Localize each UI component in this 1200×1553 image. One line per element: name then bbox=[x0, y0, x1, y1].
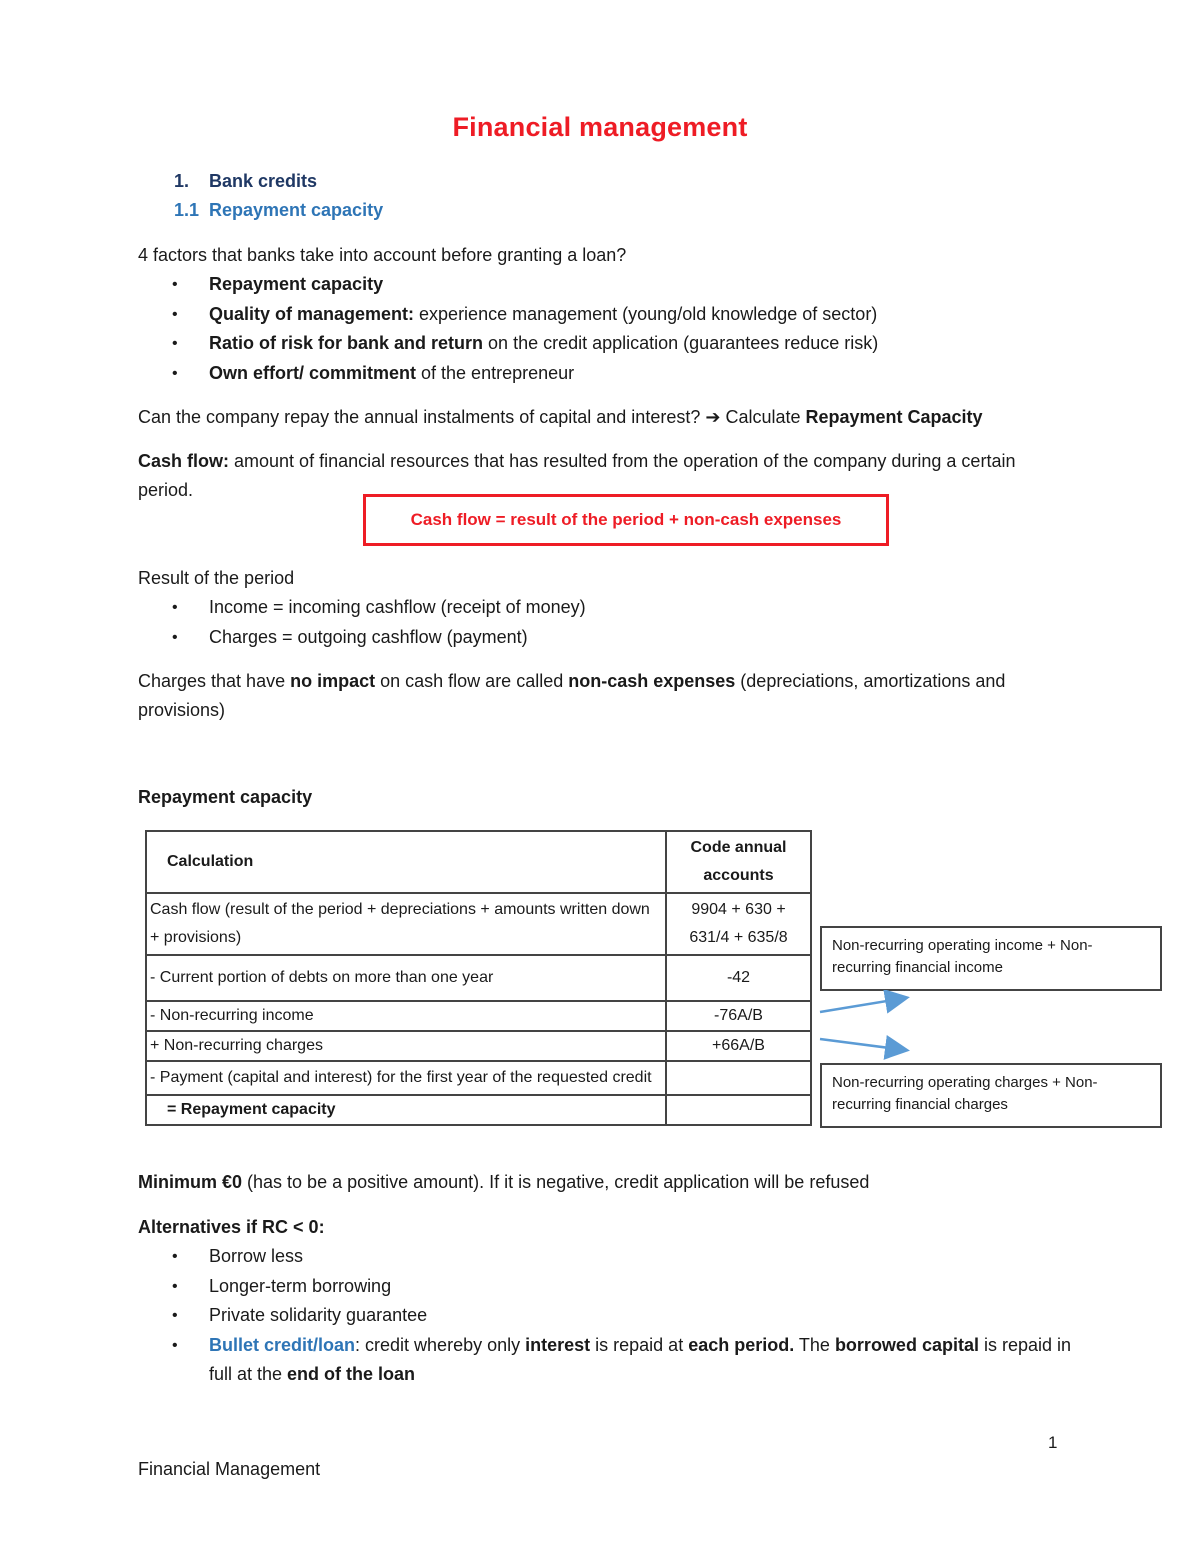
bullet-icon: • bbox=[172, 1277, 178, 1295]
list-item: • Ratio of risk for bank and return on the credit application (guarantees reduce risk) bbox=[138, 329, 1098, 359]
page-title: Financial management bbox=[452, 112, 748, 142]
result-list bbox=[138, 593, 1098, 652]
section-number: 1. bbox=[174, 171, 190, 191]
subsection-title: Repayment capacity bbox=[209, 200, 384, 220]
table-cell-code bbox=[666, 1061, 811, 1095]
arrow-icon: ➔ bbox=[705, 407, 721, 427]
side-note-charges: Non-recurring operating charges + Non-recurring financial charges bbox=[820, 1063, 1162, 1128]
table-row bbox=[146, 1001, 811, 1031]
table-cell-calculation: Cash flow (result of the period + depreciations + amounts written down + provisions) bbox=[146, 893, 666, 955]
list-item: • Private solidarity guarantee bbox=[138, 1301, 1098, 1331]
table-cell-calculation: - Non-recurring income bbox=[146, 1001, 666, 1031]
section-title: Bank credits bbox=[209, 171, 318, 191]
factors-list bbox=[138, 270, 1098, 388]
bullet-icon: • bbox=[172, 335, 178, 352]
table-cell-calculation: = Repayment capacity bbox=[146, 1095, 666, 1125]
list-item: • Charges = outgoing cashflow (payment) bbox=[138, 623, 1098, 653]
arrow-to-income-note bbox=[820, 998, 905, 1012]
repayment-capacity-table bbox=[145, 830, 812, 1126]
table-cell-code: -76A/B bbox=[666, 1001, 811, 1031]
column-header-code: Code annual accounts bbox=[666, 831, 811, 893]
repayment-question: Can the company repay the annual instalments of capital and interest? ➔ Calculate Repayment Capacity bbox=[138, 407, 983, 427]
list-item: • Income = incoming cashflow (receipt of money) bbox=[138, 593, 1098, 623]
list-item: • Bullet credit/loan: credit whereby only interest is repaid at each period. The borrowed capital is repaid in full at the end of the loan bbox=[138, 1331, 1098, 1390]
repayment-capacity-heading: Repayment capacity bbox=[138, 787, 313, 807]
list-item: • Longer-term borrowing bbox=[138, 1272, 1098, 1302]
table-row bbox=[146, 1031, 811, 1061]
table-cell-calculation: - Payment (capital and interest) for the first year of the requested credit bbox=[146, 1061, 666, 1095]
bullet-icon: • bbox=[172, 276, 178, 293]
bullet-icon: • bbox=[172, 305, 178, 323]
list-item: • Quality of management: experience management (young/old knowledge of sector) bbox=[138, 300, 1098, 330]
bullet-icon: • bbox=[172, 628, 178, 646]
column-header-calculation: Calculation bbox=[146, 831, 666, 893]
table-row bbox=[146, 1095, 811, 1125]
noncash-paragraph: Charges that have no impact on cash flow are called non-cash expenses (depreciations, amortizations and provisions) bbox=[138, 671, 1006, 720]
alternatives-list bbox=[138, 1242, 1098, 1390]
minimum-paragraph: Minimum €0 (has to be a positive amount). If it is negative, credit application will be refused bbox=[138, 1172, 870, 1192]
subsection-heading bbox=[174, 200, 383, 221]
table-cell-code: -42 bbox=[666, 955, 811, 1001]
connector-arrows bbox=[815, 990, 925, 1060]
table-row bbox=[146, 1061, 811, 1095]
table-row bbox=[146, 893, 811, 955]
page-number: 1 bbox=[1048, 1433, 1058, 1452]
subsection-number: 1.1 bbox=[174, 200, 200, 220]
arrow-to-charges-note bbox=[820, 1039, 905, 1050]
bullet-icon: • bbox=[172, 364, 178, 382]
intro-paragraph: 4 factors that banks take into account before granting a loan? bbox=[138, 245, 627, 265]
table-cell-calculation: + Non-recurring charges bbox=[146, 1031, 666, 1061]
table-row bbox=[146, 955, 811, 1001]
page-footer: Financial Management bbox=[138, 1459, 321, 1479]
bullet-icon: • bbox=[172, 1307, 178, 1324]
section-heading bbox=[174, 171, 317, 192]
bullet-icon: • bbox=[172, 1248, 178, 1265]
result-heading: Result of the period bbox=[138, 568, 295, 588]
table-cell-code: +66A/B bbox=[666, 1031, 811, 1061]
table-cell-code: 9904 + 630 + 631/4 + 635/8 bbox=[666, 893, 811, 955]
list-item: • Borrow less bbox=[138, 1242, 1098, 1272]
alternatives-heading: Alternatives if RC < 0: bbox=[138, 1217, 325, 1237]
bullet-icon: • bbox=[172, 599, 178, 616]
side-note-income: Non-recurring operating income + Non-recurring financial income bbox=[820, 926, 1162, 991]
table-cell-calculation: - Current portion of debts on more than one year bbox=[146, 955, 666, 1001]
bullet-icon: • bbox=[172, 1336, 178, 1354]
cashflow-formula-box: Cash flow = result of the period + non-cash expenses bbox=[363, 494, 889, 546]
list-item: • Own effort/ commitment of the entrepreneur bbox=[138, 359, 1098, 389]
list-item: • Repayment capacity bbox=[138, 270, 1098, 300]
cashflow-definition: Cash flow: amount of financial resources that has resulted from the operation of the company during a certain period. bbox=[138, 451, 1016, 500]
table-cell-code bbox=[666, 1095, 811, 1125]
table-header-row bbox=[146, 831, 811, 893]
